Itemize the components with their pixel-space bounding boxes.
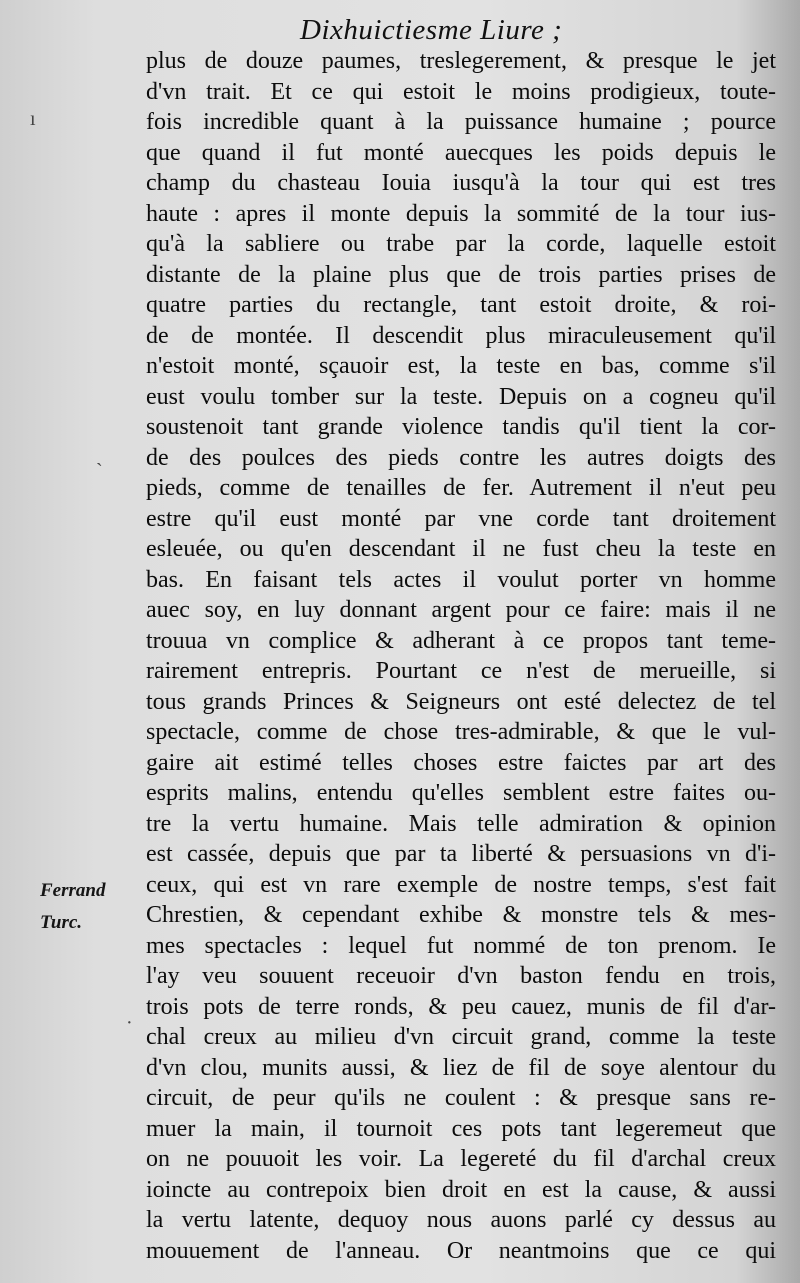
margin-note-ferrand: Ferrand xyxy=(40,880,106,901)
text-line: ioincte au contrepoix bien droit en est la cause, & aussi xyxy=(146,1176,776,1203)
text-line: haute : apres il monte depuis la sommité de la tour ius- xyxy=(146,200,776,227)
text-line: eust voulu tomber sur la teste. Depuis on a cogneu qu'il xyxy=(146,383,776,410)
text-line: distante de la plaine plus que de trois parties prises de xyxy=(146,261,776,288)
margin-tick-mark: · xyxy=(126,1012,133,1034)
text-line: rairement entrepris. Pourtant ce n'est de merueille, si xyxy=(146,658,776,684)
text-line: tous grands Princes & Seigneurs ont esté delectez de tel xyxy=(146,688,776,715)
text-line: auec soy, en luy donnant argent pour ce faire: mais il ne xyxy=(146,597,776,623)
text-line: qu'à la sabliere ou trabe par la corde, laquelle estoit xyxy=(146,231,776,257)
text-line: mes spectacles : lequel fut nommé de ton prenom. Ie xyxy=(146,932,776,959)
text-line: trouua vn complice & adherant à ce propos tant teme- xyxy=(146,627,776,654)
text-line: esprits malins, entendu qu'elles semblent estre faites ou- xyxy=(146,780,776,806)
text-line: muer la main, il tournoit ces pots tant legeremeut que xyxy=(146,1115,776,1142)
text-line: Chrestien, & cependant exhibe & monstre tels & mes- xyxy=(146,902,776,928)
text-line: fois incredible quant à la puissance humaine ; pource xyxy=(146,109,776,135)
margin-tick-mark: ı xyxy=(30,108,36,130)
body-text xyxy=(146,46,776,1266)
text-line: l'ay veu souuent receuoir d'vn baston fendu en trois, xyxy=(146,963,776,989)
text-line: on ne pouuoit les voir. La legereté du fil d'archal creux xyxy=(146,1146,776,1172)
margin-tick-mark: ` xyxy=(96,460,103,482)
text-line: quatre parties du rectangle, tant estoit droite, & roi- xyxy=(146,292,776,318)
text-line: bas. En faisant tels actes il voulut porter vn homme xyxy=(146,566,776,593)
text-line: d'vn clou, munits aussi, & liez de fil de soye alentour du xyxy=(146,1054,776,1081)
text-line: esleuée, ou qu'en descendant il ne fust cheu la teste en xyxy=(146,536,776,562)
margin-note-turc: Turc. xyxy=(40,912,83,933)
text-line: tre la vertu humaine. Mais telle admiration & opinion xyxy=(146,810,776,837)
text-line: champ du chasteau Iouia iusqu'à la tour qui est tres xyxy=(146,170,776,196)
text-line: est cassée, depuis que par ta liberté & persuasions vn d'i- xyxy=(146,841,776,867)
running-head: Dixhuictiesme Liure ; xyxy=(300,14,563,46)
text-line: soustenoit tant grande violence tandis qu'il tient la cor- xyxy=(146,414,776,440)
text-line: spectacle, comme de chose tres-admirable, & que le vul- xyxy=(146,719,776,745)
text-line: de des poulces des pieds contre les autres doigts des xyxy=(146,444,776,471)
text-line: gaire ait estimé telles choses estre faictes par art des xyxy=(146,749,776,776)
text-line: mouuement de l'anneau. Or neantmoins que ce qui xyxy=(146,1237,776,1264)
text-line: plus de douze paumes, treslegerement, & presque le jet xyxy=(146,48,776,74)
text-line: d'vn trait. Et ce qui estoit le moins prodigieux, toute- xyxy=(146,78,776,105)
text-line: la vertu latente, dequoy nous auons parlé cy dessus au xyxy=(146,1207,776,1233)
text-line: ceux, qui est vn rare exemple de nostre temps, s'est fait xyxy=(146,871,776,898)
text-line: n'estoit monté, sçauoir est, la teste en bas, comme s'il xyxy=(146,353,776,379)
text-line: estre qu'il eust monté par vne corde tant droitement xyxy=(146,505,776,532)
text-line: chal creux au milieu d'vn circuit grand, comme la teste xyxy=(146,1024,776,1050)
text-line: de de montée. Il descendit plus miraculeusement qu'il xyxy=(146,322,776,349)
text-line: circuit, de peur qu'ils ne coulent : & presque sans re- xyxy=(146,1085,776,1111)
text-line: pieds, comme de tenailles de fer. Autrement il n'eut peu xyxy=(146,475,776,501)
text-line: trois pots de terre ronds, & peu cauez, munis de fil d'ar- xyxy=(146,993,776,1020)
text-line: que quand il fut monté auecques les poids depuis le xyxy=(146,139,776,166)
